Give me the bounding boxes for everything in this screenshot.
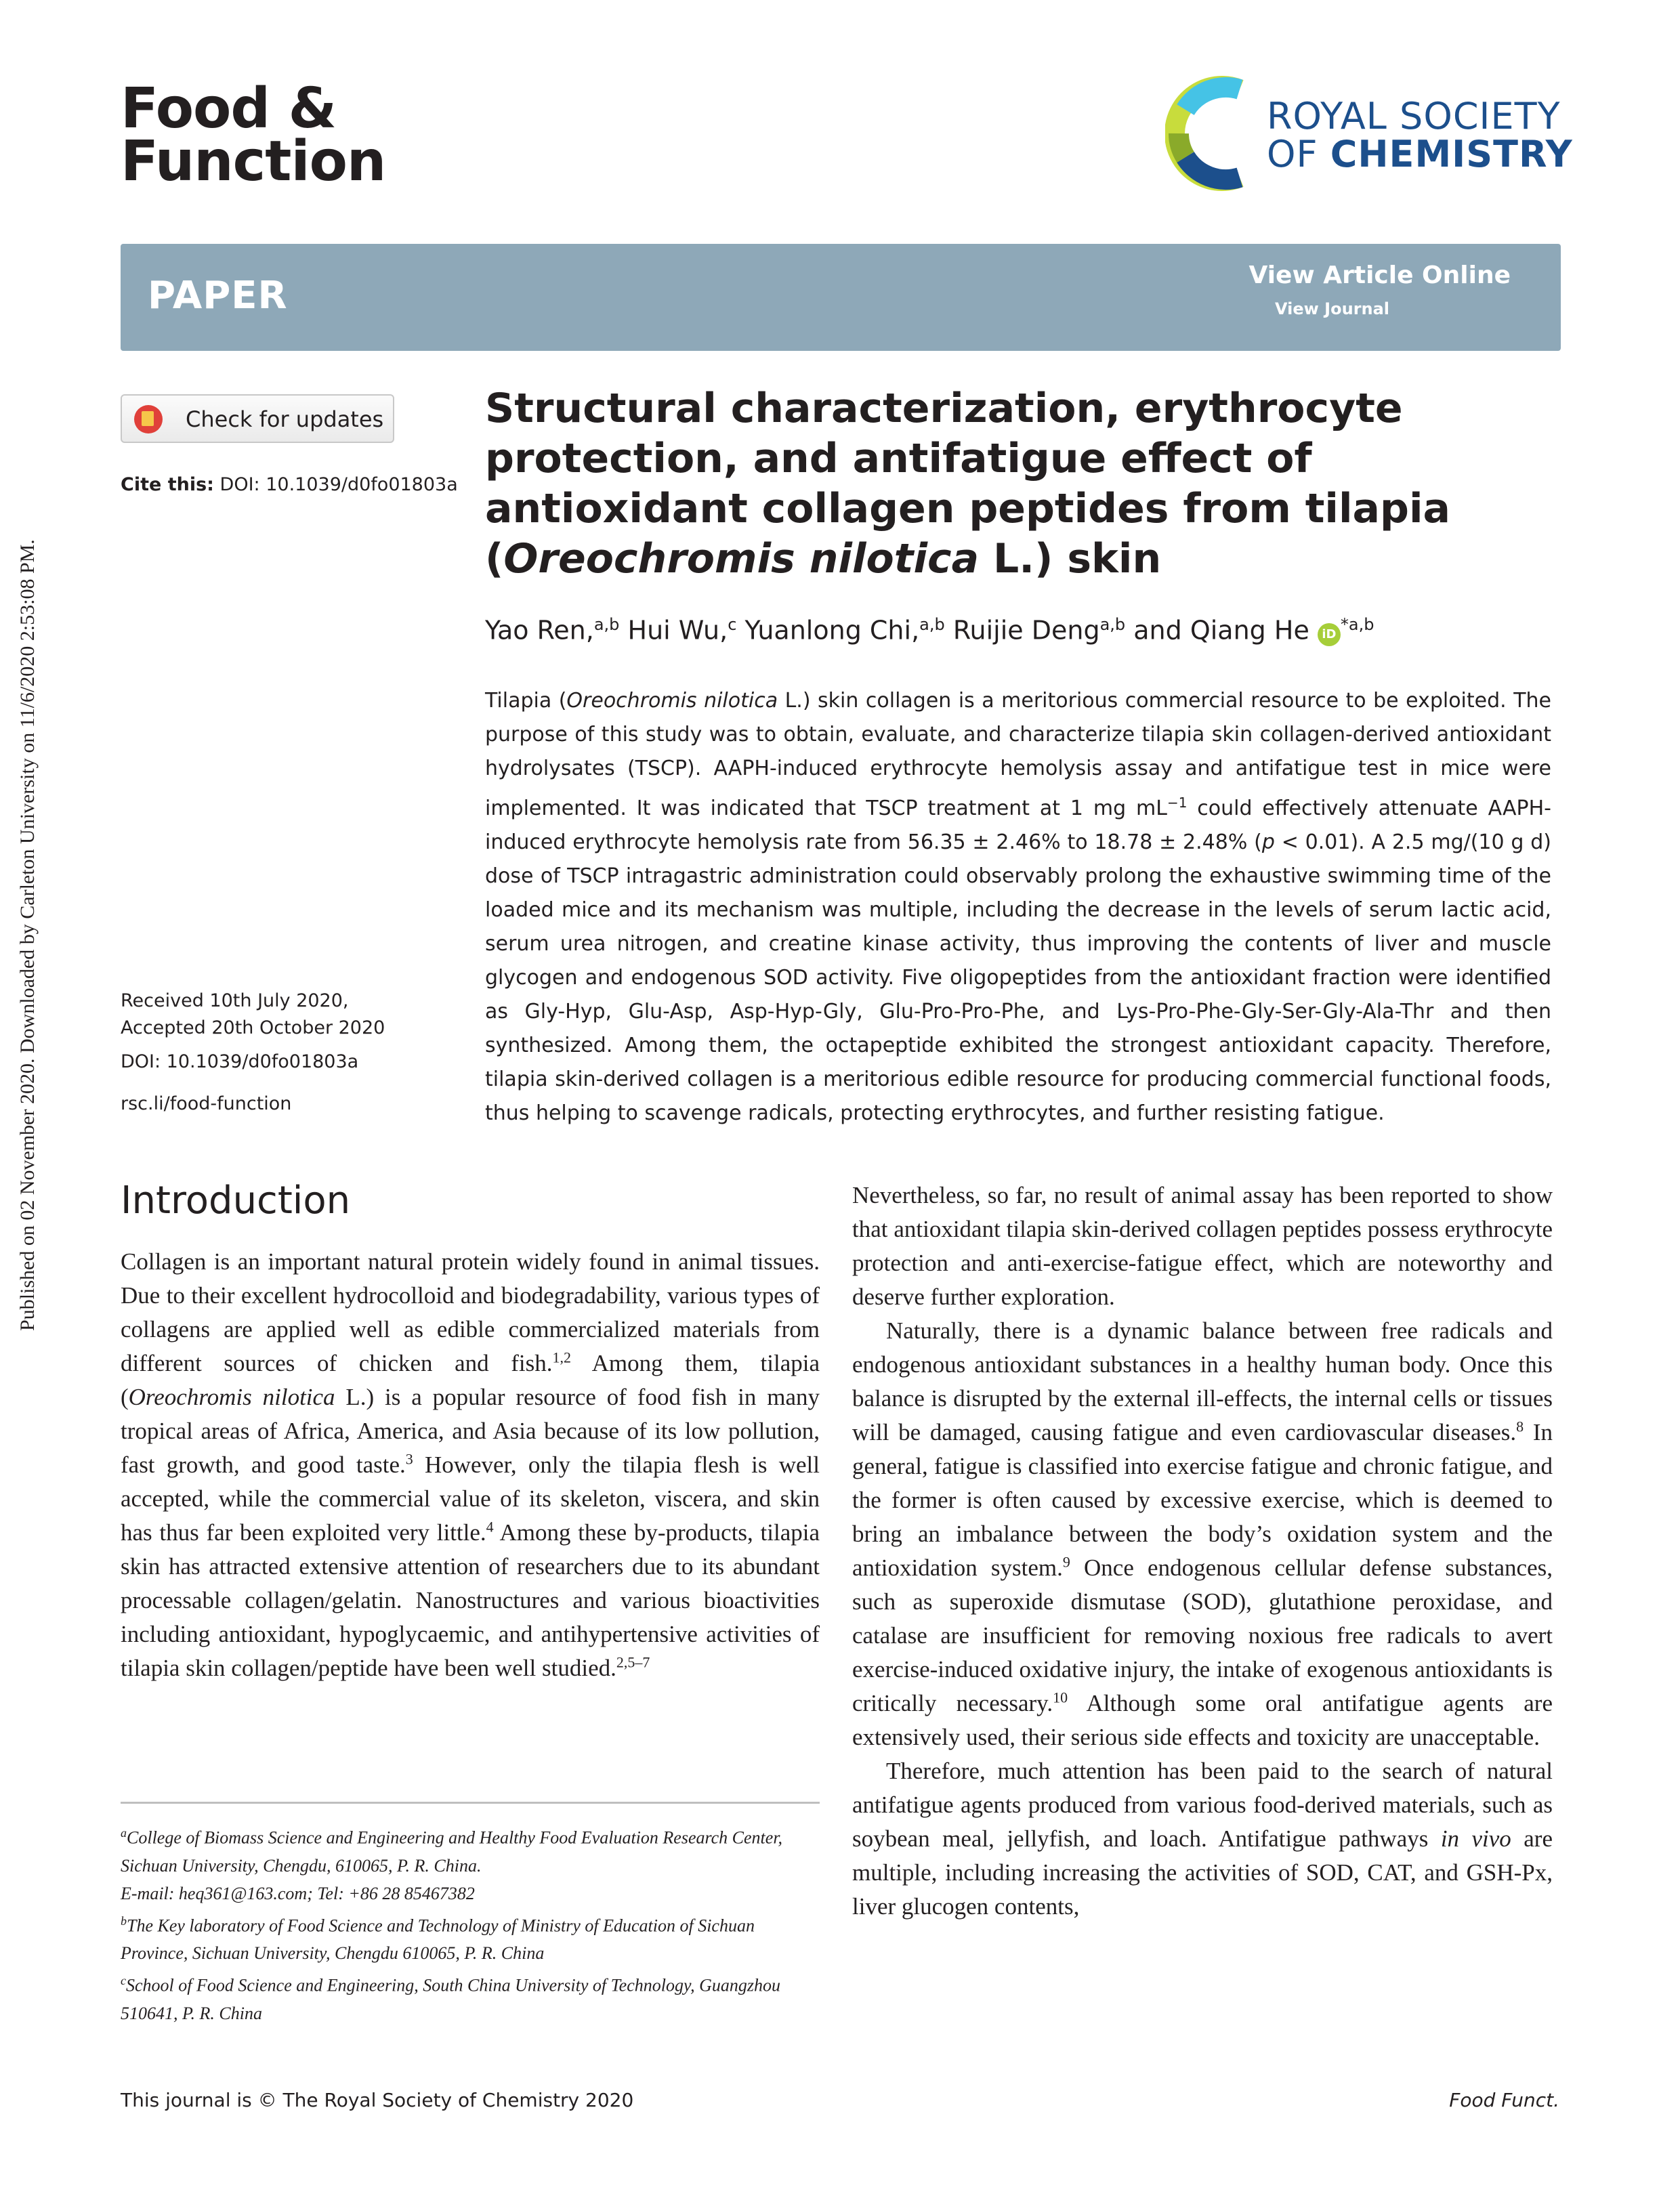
journal-name [121,77,386,194]
cite-this [121,474,458,495]
citation[interactable]: 10 [1053,1689,1068,1706]
author-list [485,615,1374,646]
body-text: Among them, tilapia ( [121,1350,820,1410]
citation[interactable]: 2,5–7 [616,1653,650,1671]
author-affiliation: a,b [919,615,945,634]
abstract [485,684,1551,1130]
author-affiliation: a,b [1099,615,1126,634]
footnote-marker: c [121,1974,126,1988]
article-title [485,383,1569,584]
abstract-italic: p [1261,830,1275,854]
citation[interactable]: 8 [1516,1418,1524,1435]
view-journal-link[interactable]: View Journal [1275,299,1390,318]
publication-side-note: Published on 02 November 2020. Downloaded by Carleton University on 11/6/2020 2:53:08 PM. [16,539,39,1331]
body-text: Therefore, much attention has been paid to the search of natural antifatigue agents produced from various food-derived materials, such as soybean meal, jellyfish, and loach. Antifatigue pathways [852,1758,1553,1852]
body-italic: in vivo [1440,1825,1511,1852]
author-affiliation: a,b [593,615,620,634]
journal-name-line1: Food & [121,77,337,141]
accepted-date: Accepted 20th October 2020 [121,1017,385,1038]
article-type-label: PAPER [148,274,288,318]
section-heading-introduction: Introduction [121,1179,351,1223]
body-left-column [121,1245,820,1685]
body-text: L.) is a popular resource of food fish in many tropical areas of Africa, America, and Asia because of its low pollution, fast growth, and good taste. [121,1384,820,1478]
orcid-icon[interactable]: iD [1318,623,1341,646]
paragraph [852,1754,1553,1924]
author-name[interactable]: Yao Ren, [485,615,594,646]
cite-doi: DOI: 10.1039/d0fo01803a [219,474,458,495]
doi[interactable]: DOI: 10.1039/d0fo01803a [121,1051,359,1072]
title-main: Structural characterization, erythrocyte protection, and antifatigue effect of antioxidant collagen peptides from tilapia ( [485,385,1451,583]
publisher-name [1267,95,1573,175]
publisher-line2-bold: CHEMISTRY [1330,133,1573,175]
citation[interactable]: 3 [405,1450,413,1468]
journal-abbrev-footer: Food Funct. [1449,2089,1559,2111]
check-for-updates-button[interactable] [121,394,394,443]
affiliation-footnotes [121,1819,820,2027]
footnote-b [121,1907,820,1968]
author-name[interactable]: Yuanlong Chi, [744,615,920,646]
body-text: Although some oral antifatigue agents are extensively used, their serious side effects and toxicity are unacceptable. [852,1690,1553,1750]
paragraph [852,1314,1553,1754]
body-text: However, only the tilapia flesh is well accepted, while the commercial value of its skeleton, viscera, and skin has thus far been exploited very little. [121,1452,820,1546]
abstract-italic: Oreochromis nilotica [566,689,778,713]
footnote-marker: a [121,1826,127,1840]
copyright-footer: This journal is © The Royal Society of Chemistry 2020 [121,2089,634,2111]
author-name[interactable]: Ruijie Deng [952,615,1100,646]
rsc-logo-icon [1165,76,1253,191]
article-type-banner [121,244,1561,351]
citation[interactable]: 9 [1062,1553,1070,1571]
publisher-line2 [1267,135,1573,173]
footnote-text: The Key laboratory of Food Science and Technology of Ministry of Education of Sichuan Province, Sichuan University, Chengdu 610065, P. R. China [121,1916,755,1964]
citation[interactable]: 1,2 [552,1349,571,1366]
footnote-text: College of Biomass Science and Engineering and Healthy Food Evaluation Research Center, Sichuan University, Chengdu, 610065, P. R. China. [121,1827,783,1876]
title-italic: Oreochromis nilotica [503,535,980,583]
body-text: Among these by-products, tilapia skin has attracted extensive attention of researchers due to its abundant processable collagen/gelatin. Nanostructures and various bioactivities including antioxidant, hypoglycaemic, and antihypertensive activities of tilapia skin collagen/peptide have been well studied. [121,1519,820,1681]
footnote-email: E-mail: heq361@163.com; Tel: +86 28 85467382 [121,1883,475,1903]
footnote-marker: b [121,1913,127,1928]
author-name[interactable]: Hui Wu, [627,615,728,646]
bookmark-icon [134,405,163,433]
cite-label: Cite this: [121,474,214,495]
body-italic: Oreochromis nilotica [128,1384,335,1410]
body-text: are multiple, including increasing the activities of SOD, CAT, and GSH-Px, liver glucogen contents, [852,1825,1553,1920]
abstract-text: < 0.01). A 2.5 mg/(10 g d) dose of TSCP intragastric administration could observably prolong the exhaustive swimming time of the loaded mice and its mechanism was multiple, including the decrease in the levels of serum lactic acid, serum urea nitrogen, and creatine kinase activity, thus improving the contents of liver and muscle glycogen and endogenous SOD activity. Five oligopeptides from the antioxidant fraction were identified as Gly-Hyp, Glu-Asp, Asp-Hyp-Gly, Glu-Pro-Pro-Phe, and Lys-Pro-Phe-Gly-Ser-Gly-Ala-Thr and then synthesized. Among them, the octapeptide exhibited the strongest antioxidant capacity. Therefore, tilapia skin-derived collagen is a meritorious edible resource for producing commercial functional foods, thus helping to scavenge radicals, protecting erythrocytes, and further resisting fatigue. [485,830,1552,1125]
publisher-line2-prefix: OF [1267,133,1330,175]
body-text: Once endogenous cellular defense substances, such as superoxide dismutase (SOD), glutathione peroxidase, and catalase are insufficient for removing noxious free radicals to avert exercise-induced oxidative injury, the intake of exogenous antioxidants is critically necessary. [852,1554,1553,1716]
journal-name-line2: Function [121,129,386,194]
footnote-c [121,1967,820,2027]
body-right-column [852,1179,1553,1924]
citation[interactable]: 4 [486,1518,494,1536]
abstract-text: L.) skin collagen is a meritorious commercial resource to be exploited. The purpose of this study was to obtain, evaluate, and characterize tilapia skin collagen-derived antioxidant hydrolysates (TSCP). AAPH-induced erythrocyte hemolysis assay and antifatigue test in mice were implemented. It was indicated that TSCP treatment at 1 mg mL [485,689,1551,820]
publisher-line1: ROYAL SOCIETY [1267,95,1561,138]
paragraph [121,1245,820,1685]
body-text: Naturally, there is a dynamic balance between free radicals and endogenous antioxidant substances in a healthy human body. Once this balance is disrupted by the external ill-effects, the internal cells or tissues will be damaged, causing fatigue and even cardiovascular diseases. [852,1317,1553,1445]
check-for-updates-label: Check for updates [186,406,384,432]
author-name[interactable]: and Qiang He [1133,615,1309,646]
body-text: In general, fatigue is classified into exercise fatigue and chronic fatigue, and the former is often caused by excessive exercise, which is deemed to bring an imbalance between the body’s oxidation system and the antioxidation system. [852,1419,1553,1581]
received-dates [121,988,385,1042]
footnote-text: School of Food Science and Engineering, South China University of Technology, Guangzhou 510641, P. R. China [121,1975,780,2023]
abstract-text: Tilapia ( [485,689,567,713]
paragraph: Nevertheless, so far, no result of animal assay has been reported to show that antioxidant tilapia skin-derived collagen peptides possess erythrocyte protection and anti-exercise-fatigue effect, which are noteworthy and deserve further exploration. [852,1182,1553,1310]
body-text: Collagen is an important natural protein widely found in animal tissues. Due to their excellent hydrocolloid and biodegradability, various types of collagens are applied well as edible commercialized materials from different sources of chicken and fish. [121,1248,820,1376]
title-end: L.) skin [979,535,1162,583]
author-affiliation: *a,b [1340,615,1374,634]
footnote-divider [121,1802,820,1804]
received-date: Received 10th July 2020, [121,990,349,1011]
abstract-text: could effectively attenuate AAPH-induced erythrocyte hemolysis rate from 56.35 ± 2.46% to 18.78 ± 2.48% ( [485,797,1551,854]
footnote-a [121,1819,820,1880]
abstract-sup: −1 [1167,795,1188,811]
author-affiliation: c [728,615,737,634]
view-article-online-link[interactable]: View Article Online [1248,261,1511,289]
journal-link[interactable]: rsc.li/food-function [121,1093,292,1114]
